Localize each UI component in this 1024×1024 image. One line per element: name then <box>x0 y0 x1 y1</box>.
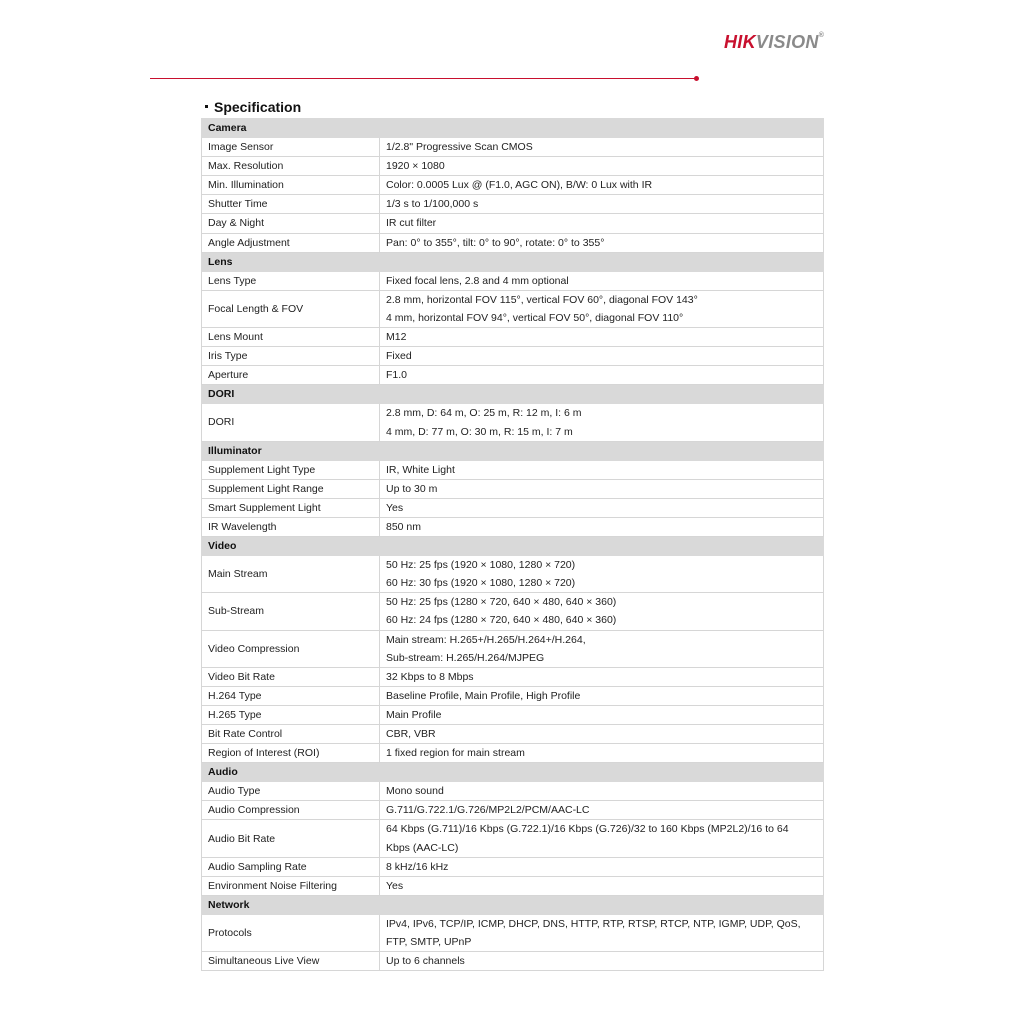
spec-value <box>380 214 824 233</box>
spec-label: Supplement Light Type <box>202 460 380 479</box>
spec-value <box>380 404 824 441</box>
section-title: Lens <box>202 252 824 271</box>
table-row <box>202 667 824 686</box>
spec-value <box>380 195 824 214</box>
section-header-network <box>202 895 824 914</box>
spec-label: H.264 Type <box>202 686 380 705</box>
spec-value <box>380 630 824 667</box>
spec-value-line: Main stream: H.265+/H.265/H.264+/H.264, <box>386 633 586 646</box>
spec-label: Simultaneous Live View <box>202 952 380 971</box>
spec-value-line: 1/3 s to 1/100,000 s <box>386 198 479 211</box>
table-row <box>202 290 824 327</box>
spec-value-line: 2.8 mm, D: 64 m, O: 25 m, R: 12 m, I: 6 m <box>386 407 582 420</box>
spec-value <box>380 366 824 385</box>
spec-value-line: G.711/G.722.1/G.726/MP2L2/PCM/AAC-LC <box>386 804 590 817</box>
spec-value-line: 1 fixed region for main stream <box>386 747 525 760</box>
table-row <box>202 914 824 951</box>
spec-value-line: IR, White Light <box>386 463 455 476</box>
section-header-video <box>202 537 824 556</box>
spec-value <box>380 460 824 479</box>
spec-value <box>380 498 824 517</box>
spec-table <box>201 118 824 971</box>
spec-value-line: IR cut filter <box>386 217 437 230</box>
spec-label: Protocols <box>202 914 380 951</box>
spec-value <box>380 914 824 951</box>
spec-value <box>380 744 824 763</box>
spec-label: Angle Adjustment <box>202 233 380 252</box>
spec-label: Audio Compression <box>202 801 380 820</box>
page-title <box>205 99 301 115</box>
spec-value-line: 1/2.8" Progressive Scan CMOS <box>386 141 533 154</box>
spec-value-line: Baseline Profile, Main Profile, High Profile <box>386 689 581 702</box>
spec-value <box>380 176 824 195</box>
spec-value-line: 50 Hz: 25 fps (1920 × 1080, 1280 × 720) <box>386 559 576 572</box>
spec-label: Supplement Light Range <box>202 479 380 498</box>
spec-value-line: Mono sound <box>386 785 444 798</box>
spec-label: Image Sensor <box>202 138 380 157</box>
spec-label: Smart Supplement Light <box>202 498 380 517</box>
table-row <box>202 404 824 441</box>
spec-value <box>380 686 824 705</box>
spec-value-line: Fixed <box>386 350 412 363</box>
table-row <box>202 556 824 593</box>
spec-value <box>380 857 824 876</box>
table-row <box>202 233 824 252</box>
spec-value-line: Yes <box>386 501 404 514</box>
logo-red-text: HIK <box>724 32 756 52</box>
spec-value <box>380 667 824 686</box>
table-row <box>202 820 824 857</box>
spec-value-line: F1.0 <box>386 369 408 382</box>
spec-label: Max. Resolution <box>202 157 380 176</box>
table-row <box>202 686 824 705</box>
header-divider-dot <box>694 76 699 81</box>
spec-label: Shutter Time <box>202 195 380 214</box>
spec-value-line: IPv4, IPv6, TCP/IP, ICMP, DHCP, DNS, HTTP, RTP, RTSP, RTCP, NTP, IGMP, UDP, QoS, <box>386 917 801 930</box>
spec-label: Sub-Stream <box>202 593 380 630</box>
spec-value <box>380 876 824 895</box>
section-header-lens <box>202 252 824 271</box>
table-row <box>202 630 824 667</box>
spec-value <box>380 782 824 801</box>
spec-value-line: 850 nm <box>386 520 422 533</box>
table-row <box>202 157 824 176</box>
spec-label: Audio Sampling Rate <box>202 857 380 876</box>
spec-value <box>380 705 824 724</box>
hikvision-logo <box>724 32 824 53</box>
spec-value-line: 50 Hz: 25 fps (1280 × 720, 640 × 480, 640 × 360) <box>386 596 617 609</box>
table-row <box>202 876 824 895</box>
spec-label: Audio Bit Rate <box>202 820 380 857</box>
spec-value-line: Up to 6 channels <box>386 955 465 968</box>
spec-value <box>380 820 824 857</box>
spec-value <box>380 271 824 290</box>
spec-value-line: 8 kHz/16 kHz <box>386 860 449 873</box>
table-row <box>202 744 824 763</box>
spec-label: Iris Type <box>202 347 380 366</box>
spec-value-line: 2.8 mm, horizontal FOV 115°, vertical FOV 60°, diagonal FOV 143° <box>386 293 698 306</box>
spec-value <box>380 328 824 347</box>
spec-value <box>380 347 824 366</box>
spec-label: Min. Illumination <box>202 176 380 195</box>
section-title: Video <box>202 537 824 556</box>
bullet-icon <box>205 105 208 108</box>
spec-label: Main Stream <box>202 556 380 593</box>
table-row <box>202 195 824 214</box>
spec-value-line: 60 Hz: 30 fps (1920 × 1080, 1280 × 720) <box>386 577 576 590</box>
spec-label: IR Wavelength <box>202 517 380 536</box>
table-row <box>202 479 824 498</box>
table-row <box>202 271 824 290</box>
section-header-audio <box>202 763 824 782</box>
spec-value-line: Main Profile <box>386 708 442 721</box>
spec-value-line: Yes <box>386 879 404 892</box>
section-header-illuminator <box>202 441 824 460</box>
spec-label: Audio Type <box>202 782 380 801</box>
table-row <box>202 214 824 233</box>
spec-value-line: 4 mm, D: 77 m, O: 30 m, R: 15 m, I: 7 m <box>386 425 573 438</box>
table-row <box>202 366 824 385</box>
spec-value-line: 4 mm, horizontal FOV 94°, vertical FOV 50°, diagonal FOV 110° <box>386 311 684 324</box>
table-row <box>202 176 824 195</box>
table-row <box>202 952 824 971</box>
section-title: Camera <box>202 119 824 138</box>
spec-table-body <box>202 119 824 971</box>
section-title: Network <box>202 895 824 914</box>
spec-value-line: FTP, SMTP, UPnP <box>386 936 472 949</box>
spec-value-line: 1920 × 1080 <box>386 160 445 173</box>
header-divider <box>150 78 695 79</box>
table-row <box>202 593 824 630</box>
spec-value-line: Color: 0.0005 Lux @ (F1.0, AGC ON), B/W: 0 Lux with IR <box>386 179 653 192</box>
table-row <box>202 782 824 801</box>
spec-value-line: Up to 30 m <box>386 482 438 495</box>
table-row <box>202 138 824 157</box>
section-header-camera <box>202 119 824 138</box>
spec-label: Bit Rate Control <box>202 725 380 744</box>
spec-value <box>380 517 824 536</box>
spec-value <box>380 290 824 327</box>
spec-value-line: Sub-stream: H.265/H.264/MJPEG <box>386 651 545 664</box>
spec-label: Focal Length & FOV <box>202 290 380 327</box>
spec-value <box>380 157 824 176</box>
registered-mark: ® <box>818 32 825 39</box>
spec-label: Lens Mount <box>202 328 380 347</box>
section-title: DORI <box>202 385 824 404</box>
spec-label: Region of Interest (ROI) <box>202 744 380 763</box>
spec-label: DORI <box>202 404 380 441</box>
spec-value <box>380 233 824 252</box>
spec-value-line: 60 Hz: 24 fps (1280 × 720, 640 × 480, 640 × 360) <box>386 614 617 627</box>
spec-value <box>380 593 824 630</box>
table-row <box>202 347 824 366</box>
table-row <box>202 328 824 347</box>
spec-value <box>380 725 824 744</box>
spec-value-line: Kbps (AAC-LC) <box>386 841 459 854</box>
spec-value-line: M12 <box>386 331 407 344</box>
spec-label: Lens Type <box>202 271 380 290</box>
spec-value <box>380 138 824 157</box>
spec-label: Video Compression <box>202 630 380 667</box>
spec-label: Aperture <box>202 366 380 385</box>
table-row <box>202 517 824 536</box>
table-row <box>202 801 824 820</box>
table-row <box>202 460 824 479</box>
table-row <box>202 857 824 876</box>
section-header-dori <box>202 385 824 404</box>
page-title-text: Specification <box>214 99 302 115</box>
spec-value <box>380 801 824 820</box>
spec-value-line: 64 Kbps (G.711)/16 Kbps (G.722.1)/16 Kbps (G.726)/32 to 160 Kbps (MP2L2)/16 to 64 <box>386 823 789 836</box>
section-title: Illuminator <box>202 441 824 460</box>
spec-label: Day & Night <box>202 214 380 233</box>
spec-value <box>380 479 824 498</box>
table-row <box>202 725 824 744</box>
spec-label: Video Bit Rate <box>202 667 380 686</box>
spec-value <box>380 556 824 593</box>
spec-value-line: Fixed focal lens, 2.8 and 4 mm optional <box>386 274 569 287</box>
section-title: Audio <box>202 763 824 782</box>
spec-value-line: Pan: 0° to 355°, tilt: 0° to 90°, rotate: 0° to 355° <box>386 236 605 249</box>
spec-label: Environment Noise Filtering <box>202 876 380 895</box>
table-row <box>202 498 824 517</box>
spec-value <box>380 952 824 971</box>
logo-gray-text: VISION <box>755 32 819 52</box>
spec-value-line: CBR, VBR <box>386 728 436 740</box>
spec-label: H.265 Type <box>202 705 380 724</box>
spec-value-line: 32 Kbps to 8 Mbps <box>386 670 474 683</box>
table-row <box>202 705 824 724</box>
